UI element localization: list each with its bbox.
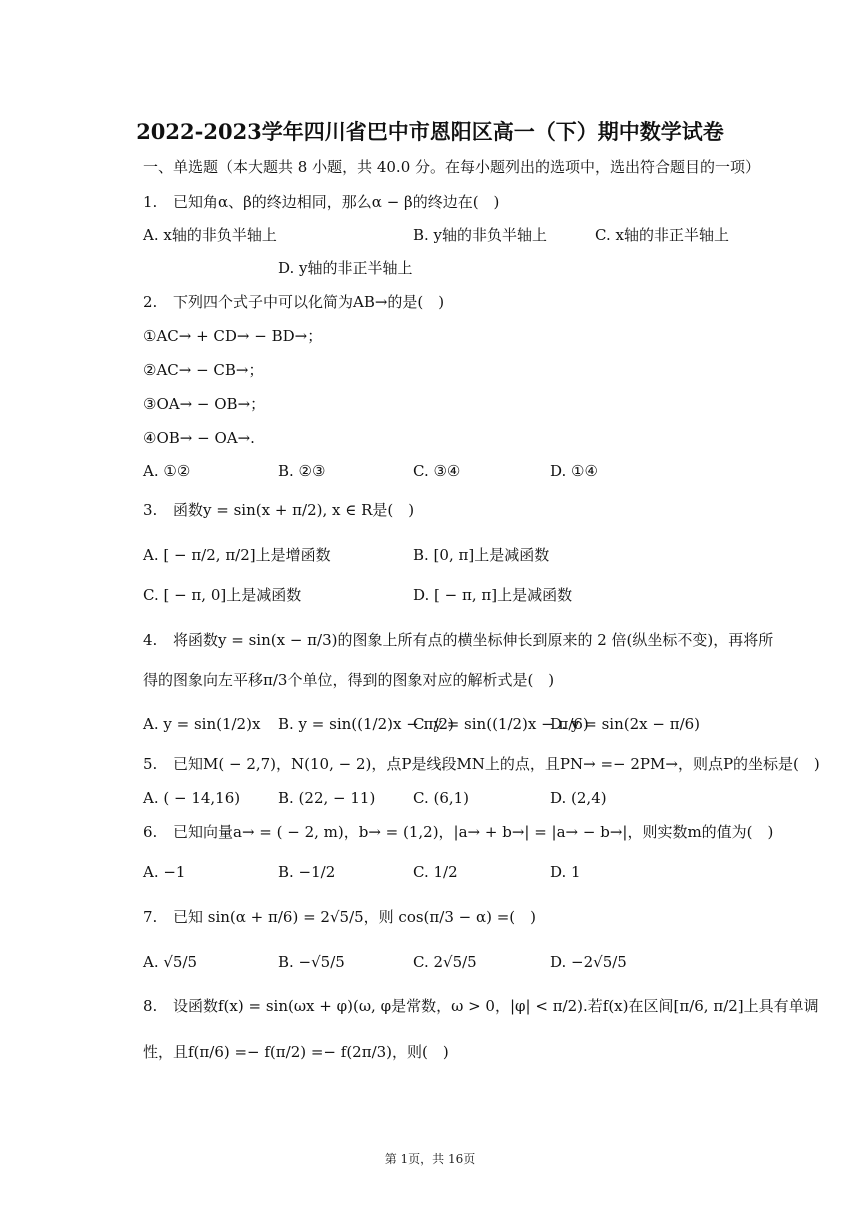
q3-option-b: B. [0, π]上是减函数 [413,546,550,564]
question-stem: 函数y = sin(x + π/2), x ∈ R是( ) [173,501,415,519]
q5-option-a: A. ( − 14,16) [143,789,241,807]
question-stem-line-2: 性，且f(π/6) =− f(π/2) =− f(2π/3)，则( ) [143,1043,449,1061]
question-number: 6. [143,823,158,841]
q3-option-d: D. [ − π, π]上是减函数 [413,586,573,604]
question-number: 4. [143,631,158,649]
q6-option-d: D. 1 [550,863,581,881]
q5-option-b: B. (22, − 11) [278,789,376,807]
q2-item-2: ②AC→ − CB→； [143,361,264,379]
question-stem-line-1: 设函数f(x) = sin(ωx + φ)(ω, φ是常数，ω > 0，|φ| < π/2).若f(x)在区间[π/6, π/2]上具有单调 [173,997,819,1015]
question-stem: 已知 sin(α + π/6) = 2√5/5，则 cos(π/3 − α) =( ) [173,908,536,926]
q2-item-4: ④OB→ − OA→. [143,429,255,447]
section-heading: 一、单选题（本大题共 8 小题，共 40.0 分。在每小题列出的选项中，选出符合题目的一项） [143,158,761,176]
question-7 [143,907,536,927]
q1-option-a: A. x轴的非负半轴上 [143,226,277,244]
question-4 [143,630,773,650]
question-5 [143,754,820,774]
question-8 [143,996,819,1016]
q6-option-a: A. −1 [143,863,186,881]
q5-option-c: C. (6,1) [413,789,470,807]
q4-option-d: D. y = sin(2x − π/6) [550,715,701,733]
question-2 [143,292,444,312]
q7-option-d: D. −2√5/5 [550,953,627,971]
q4-option-b: B. y = sin((1/2)x − π/2) [278,715,454,733]
q3-option-a: A. [ − π/2, π/2]上是增函数 [143,546,331,564]
q2-option-d: D. ①④ [550,462,598,480]
question-stem-line-2: 得的图象向左平移π/3个单位，得到的图象对应的解析式是( ) [143,671,555,689]
q2-item-3: ③OA→ − OB→； [143,395,266,413]
question-number: 3. [143,501,158,519]
question-number: 5. [143,755,158,773]
q2-option-c: C. ③④ [413,462,461,480]
q7-option-c: C. 2√5/5 [413,953,477,971]
q5-option-d: D. (2,4) [550,789,607,807]
q4-option-c: C. y = sin((1/2)x − π/6) [413,715,589,733]
question-stem: 已知角α、β的终边相同，那么α − β的终边在( ) [173,193,500,211]
q2-option-b: B. ②③ [278,462,326,480]
question-stem: 已知M( − 2,7)，N(10, − 2)，点P是线段MN上的点，且PN→ =− 2PM→，则点P的坐标是( ) [173,755,820,773]
question-6 [143,822,773,842]
q7-option-a: A. √5/5 [143,953,198,971]
page-title: 2022-2023学年四川省巴中市恩阳区高一（下）期中数学试卷 [136,119,724,144]
question-stem: 已知向量a→ = ( − 2, m)，b→ = (1,2)，|a→ + b→| = |a→ − b→|，则实数m的值为( ) [173,823,774,841]
q6-option-b: B. −1/2 [278,863,336,881]
q4-option-a: A. y = sin(1/2)x [143,715,261,733]
question-3 [143,500,414,520]
question-1 [143,192,499,212]
question-number: 7. [143,908,158,926]
question-number: 2. [143,293,158,311]
question-stem: 下列四个式子中可以化简为AB→的是( ) [173,293,445,311]
q6-option-c: C. 1/2 [413,863,458,881]
q2-item-1: ①AC→ + CD→ − BD→； [143,327,323,345]
q1-option-b: B. y轴的非负半轴上 [413,226,548,244]
question-number: 1. [143,193,158,211]
page-footer: 第 1页，共 16页 [384,1152,476,1166]
q3-option-c: C. [ − π, 0]上是减函数 [143,586,302,604]
q1-option-c: C. x轴的非正半轴上 [595,226,729,244]
q1-option-d: D. y轴的非正半轴上 [278,259,413,277]
question-number: 8. [143,997,158,1015]
question-stem-line-1: 将函数y = sin(x − π/3)的图象上所有点的横坐标伸长到原来的 2 倍(纵坐标不变)，再将所 [173,631,774,649]
q7-option-b: B. −√5/5 [278,953,345,971]
q2-option-a: A. ①② [143,462,191,480]
